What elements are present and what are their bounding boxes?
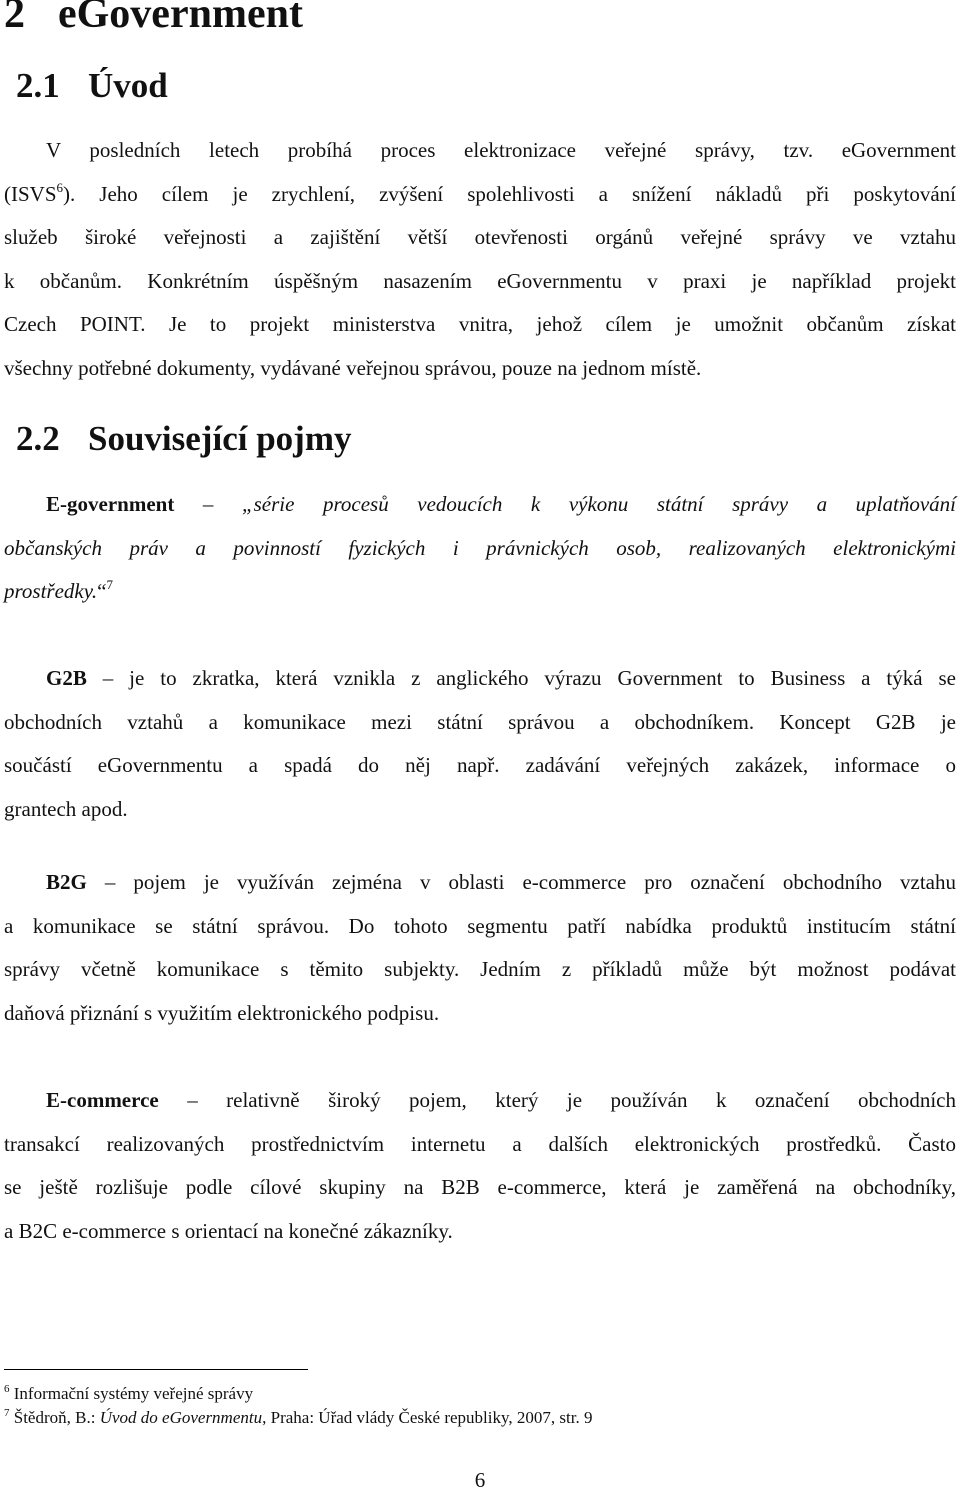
intro-paragraph <box>4 129 956 390</box>
paragraph-line: součástí eGovernmentu a spadá do něj např. zadávání veřejných zakázek, informace o <box>4 753 956 777</box>
chapter-heading <box>4 0 303 38</box>
footnote-mark: 6 <box>4 1383 10 1395</box>
text-run: ). Jeho cílem je zrychlení, zvýšení spolehlivosti a snížení nákladů při poskytování <box>63 181 956 206</box>
paragraph-line: transakcí realizovaných prostřednictvím internetu a dalších elektronických prostředků. Často <box>4 1131 956 1156</box>
footnote-rest: , Praha: Úřad vlády České republiky, 2007, str. 9 <box>262 1408 593 1427</box>
section-heading-terms <box>16 419 351 459</box>
paragraph-line: a B2C e-commerce s orientací na konečné zákazníky. <box>4 1218 453 1243</box>
footnote-ref: 6 <box>56 179 64 195</box>
paragraph-line: V posledních letech probíhá proces elektronizace veřejné správy, tzv. eGovernment <box>46 138 956 162</box>
paragraph-line: občanských práv a povinností fyzických i právnických osob, realizovaných elektronickými <box>4 535 956 560</box>
paragraph-line: služeb široké veřejnosti a zajištění větší otevřenosti orgánů veřejné správy ve vztahu <box>4 225 956 249</box>
section-title: Související pojmy <box>88 419 352 458</box>
term-label: E-commerce <box>46 1088 159 1112</box>
definition-ecommerce <box>4 1079 956 1253</box>
paragraph-line: daňová přiznání s využitím elektronického podpisu. <box>4 1000 440 1025</box>
paragraph-line <box>4 861 956 905</box>
paragraph-line: se ještě rozlišuje podle cílové skupiny na B2B e-commerce, která je zaměřená na obchodníky, <box>4 1175 956 1199</box>
definition-b2g <box>4 861 956 1035</box>
footnote-7 <box>4 1407 592 1429</box>
footnote-divider <box>4 1369 308 1370</box>
paragraph-line: správy včetně komunikace s těmito subjekty. Jedním z příkladů může být možnost podávat <box>4 957 956 981</box>
paragraph-line <box>4 1079 956 1123</box>
text-run: “ <box>97 579 107 603</box>
footnote-mark: 7 <box>4 1407 10 1419</box>
section-number: 2.2 <box>16 419 60 458</box>
chapter-title: eGovernment <box>58 0 303 37</box>
term-label: G2B <box>46 666 87 690</box>
term-label: B2G <box>46 870 87 894</box>
text-run: prostředky. <box>4 579 98 603</box>
paragraph-line: všechny potřebné dokumenty, vydávané veřejnou správou, pouze na jednom místě. <box>4 355 702 380</box>
chapter-number: 2 <box>4 0 25 37</box>
text-run: – relativně široký pojem, který je používán k označení obchodních <box>158 1088 956 1112</box>
footnote-ref: 7 <box>106 577 113 592</box>
paragraph-line <box>4 483 956 527</box>
text-run: (ISVS <box>4 181 57 206</box>
page-number: 6 <box>474 1468 486 1492</box>
definition-g2b <box>4 657 956 831</box>
footnote-text: Informační systémy veřejné správy <box>13 1384 254 1403</box>
text-run: – pojem je využíván zejména v oblasti e-commerce pro označení obchodního vztahu <box>86 870 956 894</box>
paragraph-line: k občanům. Konkrétním úspěšným nasazením eGovernmentu v praxi je například projekt <box>4 268 956 293</box>
section-title: Úvod <box>88 66 168 105</box>
paragraph-line <box>4 570 956 614</box>
text-run: – je to zkratka, která vznikla z anglického výrazu Government to Business a týká se <box>86 666 956 690</box>
definition-egovernment <box>4 483 956 614</box>
footnote-6 <box>4 1383 253 1405</box>
footnote-author: Štědroň, B.: <box>13 1408 100 1427</box>
paragraph-line <box>4 173 956 217</box>
paragraph-line: obchodních vztahů a komunikace mezi státní správou a obchodníkem. Koncept G2B je <box>4 709 956 734</box>
paragraph-line <box>4 657 956 701</box>
section-heading-intro <box>16 66 168 106</box>
paragraph-line: grantech apod. <box>4 796 128 821</box>
paragraph-line: Czech POINT. Je to projekt ministerstva vnitra, jehož cílem je umožnit občanům získat <box>4 312 956 336</box>
text-run: „série procesů vedoucích k výkonu státní správy a uplatňování <box>241 492 956 516</box>
section-number: 2.1 <box>16 66 60 105</box>
paragraph-line: a komunikace se státní správou. Do tohoto segmentu patří nabídka produktů institucím státní <box>4 913 956 938</box>
footnote-title: Úvod do eGovernmentu <box>99 1408 263 1427</box>
term-label: E-government <box>46 492 175 516</box>
text-run: – <box>174 492 242 516</box>
